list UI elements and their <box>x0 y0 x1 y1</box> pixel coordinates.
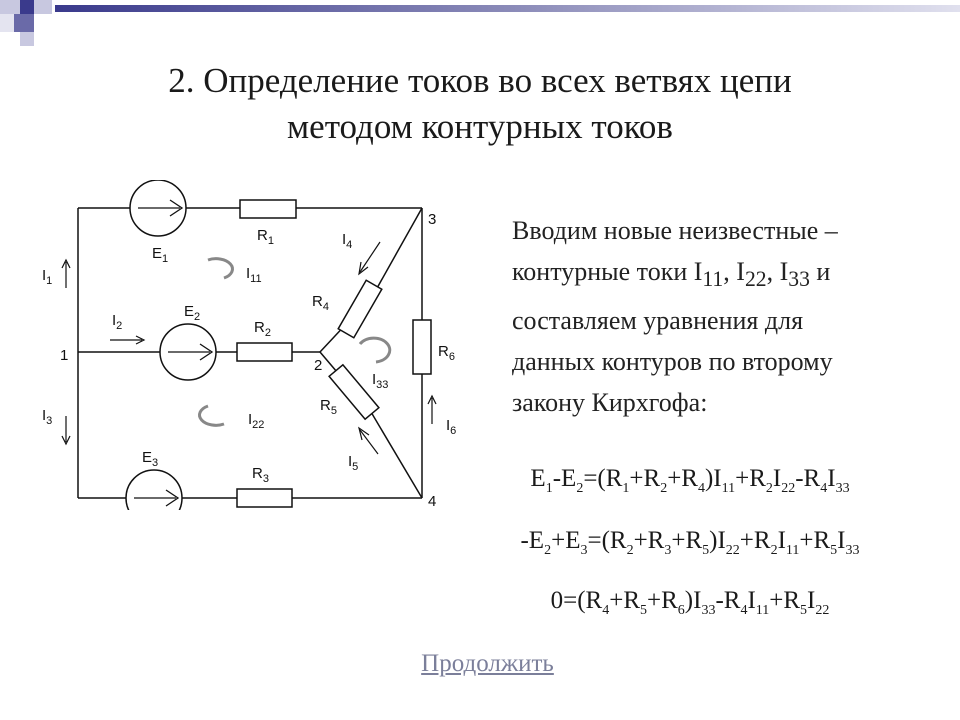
label-I2: $I_2$ <box>112 312 123 332</box>
label-R3: $R_3$ <box>252 465 269 485</box>
intro-line: Вводим новые неизвестные – <box>512 216 838 245</box>
node-2: 2 <box>314 357 323 374</box>
continue-link[interactable]: Продолжить <box>421 650 554 677</box>
label-I4: $I_4$ <box>342 231 353 251</box>
node-4: 4 <box>428 493 437 510</box>
label-R5: $R_5$ <box>320 397 337 417</box>
equation-1: $E_1-E_2=(R_1+R_2+R_4)I_{11}+R_2I_{22}-R_4I_{33}$ <box>530 465 850 496</box>
slide-title <box>0 58 960 150</box>
label-R2: $R_2$ <box>254 319 271 339</box>
label-E3: $E_3$ <box>142 449 159 469</box>
intro-line: контурные токи $I_{11}$, $I_{22}$, $I_{33}$ и <box>512 257 831 292</box>
label-I3: $I_3$ <box>42 407 53 427</box>
header-decoration <box>0 0 960 50</box>
title-line-1: 2. Определение токов во всех ветвях цепи <box>168 61 792 100</box>
label-R1: $R_1$ <box>257 227 274 247</box>
label-I5: $I_5$ <box>348 453 359 473</box>
label-I11: $I_{11}$ <box>246 265 262 285</box>
intro-line: данных контуров по второму <box>512 347 833 377</box>
label-I22: $I_{22}$ <box>248 411 265 431</box>
label-E2: $E_2$ <box>184 303 201 323</box>
circuit-diagram <box>30 180 480 510</box>
intro-text <box>512 210 932 423</box>
intro-line: закону Кирхгофа: <box>512 388 708 418</box>
label-R4: $R_4$ <box>312 293 329 313</box>
label-R6: $R_6$ <box>438 343 455 363</box>
title-line-2: методом контурных токов <box>287 107 673 146</box>
label-I1: $I_1$ <box>42 267 53 287</box>
equation-3: $0=(R_4+R_5+R_6)I_{33}-R_4I_{11}+R_5I_{22}$ <box>550 587 830 618</box>
node-1: 1 <box>60 347 69 364</box>
label-I33: $I_{33}$ <box>372 371 389 391</box>
intro-line: составляем уравнения для <box>512 306 804 336</box>
node-3: 3 <box>428 211 437 228</box>
equation-2: $-E_2+E_3=(R_2+R_3+R_5)I_{22}+R_2I_{11}+R_5I_{33}$ <box>520 527 860 558</box>
label-E1: $E_1$ <box>152 245 169 265</box>
label-I6: $I_6$ <box>446 417 457 437</box>
